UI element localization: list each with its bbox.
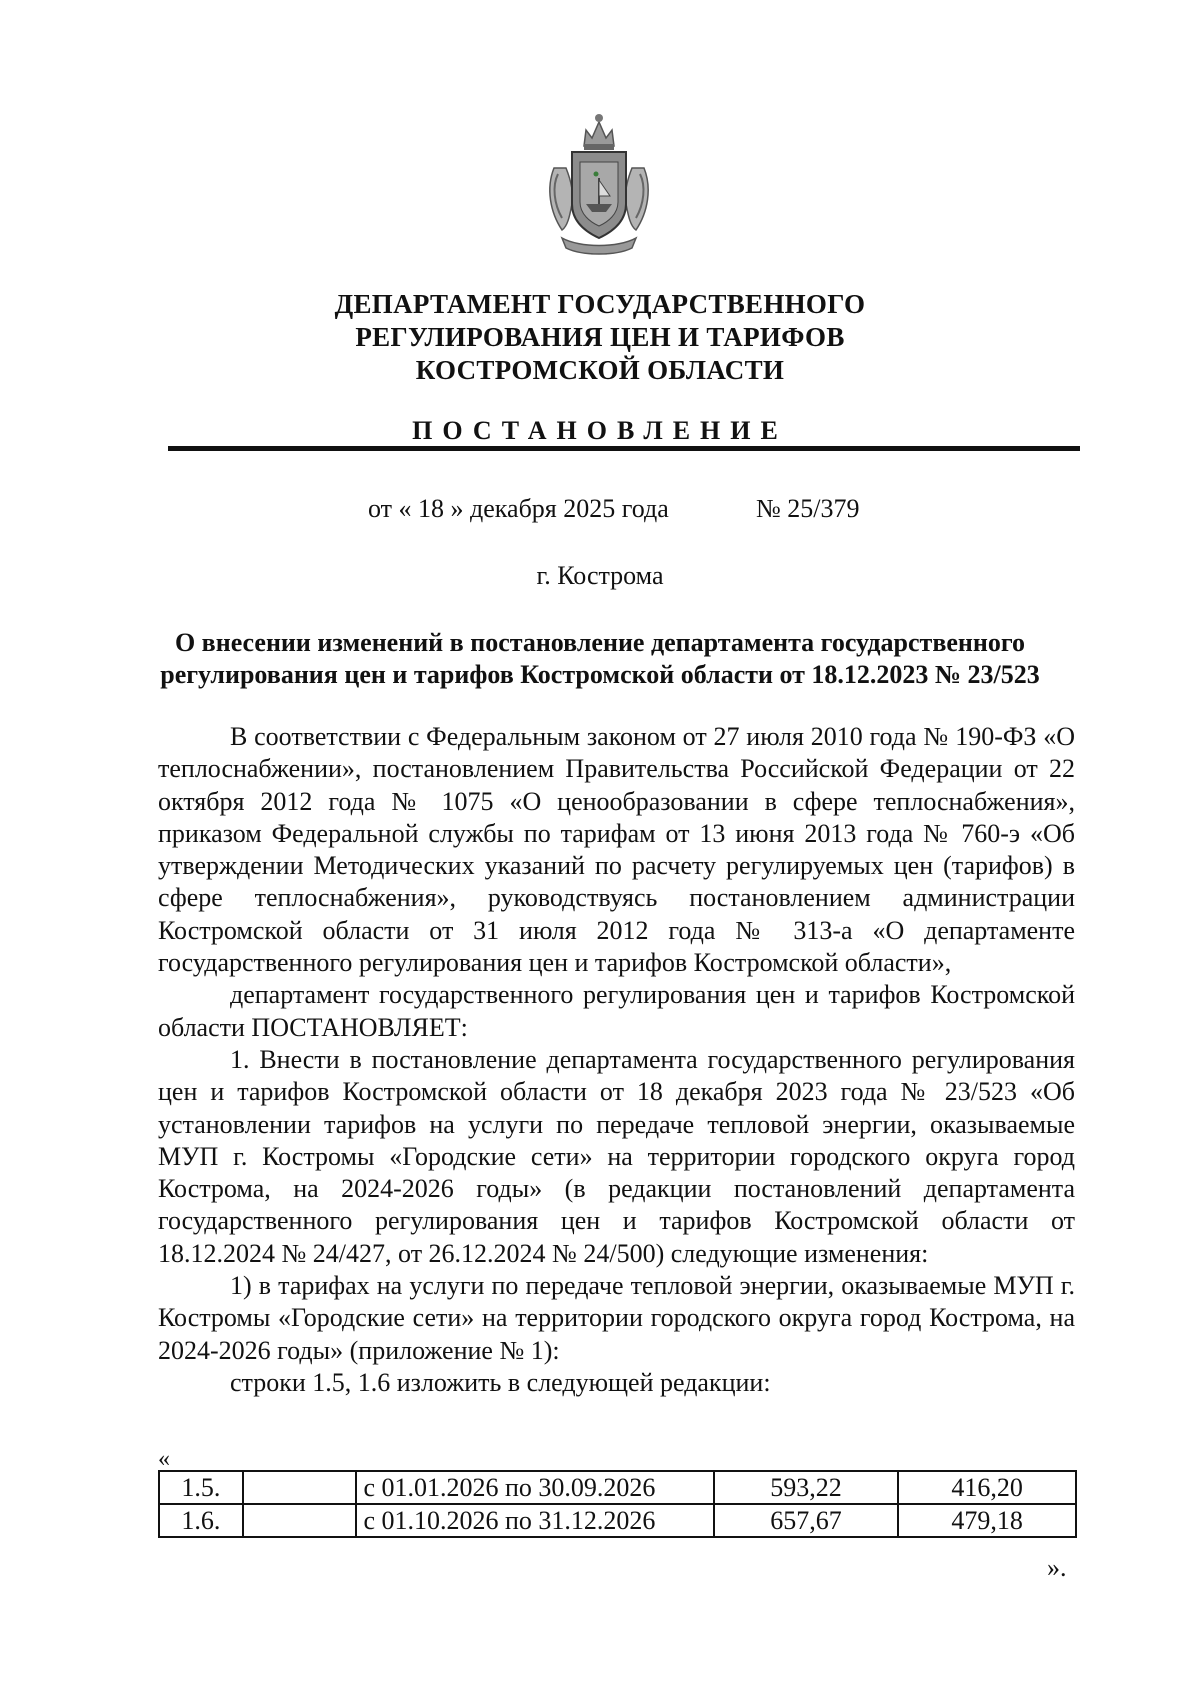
body-paragraph: строки 1.5, 1.6 изложить в следующей редакции: [230,1367,771,1397]
table-row [159,1471,1076,1504]
coat-of-arms-icon [540,108,658,258]
header-divider [168,446,1080,451]
row-number: 1.6. [159,1504,243,1537]
document-number: № 25/379 [756,494,860,523]
row-number: 1.5. [159,1471,243,1504]
department-line: ДЕПАРТАМЕНТ ГОСУДАРСТВЕННОГО [334,289,866,319]
empty-cell [243,1471,357,1504]
document-kind: ПОСТАНОВЛЕНИЕ [412,416,788,445]
subject-line: регулирования цен и тарифов Костромской области от 18.12.2023 № 23/523 [160,660,1040,689]
department-name [0,288,1200,387]
body-paragraph: В соответствии с Федеральным законом от 27 июля 2010 года № 190-ФЗ «О теплоснабжении», постановлением Правительства Российской Федерации от 22 октября 2012 года № 1075 «О ценообразовании в сфере теплоснабжения», приказом Федеральной службы по тарифам от 13 июня 2013 года № 760-э «Об утверждении Методических указаний по расчету регулируемых цен (тарифов) в сфере теплоснабжения», руководствуясь постановлением администрации Костромской области от 31 июля 2012 года № 313-а «О департаменте государственного регулирования цен и тарифов Костромской области», [158,722,1075,978]
document-subject [0,627,1200,691]
table-row [159,1504,1076,1537]
department-line: РЕГУЛИРОВАНИЯ ЦЕН И ТАРИФОВ [355,322,845,352]
document-body [158,721,1075,1399]
row-period: с 01.01.2026 по 30.09.2026 [356,1471,713,1504]
tariff-table [158,1470,1077,1538]
tariff-value: 416,20 [898,1471,1076,1504]
document-city: г. Кострома [536,561,664,590]
body-paragraph: 1. Внести в постановление департамента государственного регулирования цен и тарифов Костромской области от 18 декабря 2023 года № 23/523 «Об установлении тарифов на услуги по передаче тепловой энергии, оказываемые МУП г. Костромы «Городские сети» на территории городского округа город Кострома, на 2024-2026 годы» (в редакции постановлений департамента государственного регулирования цен и тарифов Костромской области от 18.12.2024 № 24/427, от 26.12.2024 № 24/500) следующие изменения: [158,1044,1075,1268]
tariff-value: 593,22 [714,1471,899,1504]
tariff-value: 479,18 [898,1504,1076,1537]
department-line: КОСТРОМСКОЙ ОБЛАСТИ [415,355,785,385]
closing-quote: ». [1047,1553,1067,1582]
document-date: от « 18 » декабря 2025 года [368,494,669,523]
tariff-value: 657,67 [714,1504,899,1537]
row-period: с 01.10.2026 по 31.12.2026 [356,1504,713,1537]
subject-line: О внесении изменений в постановление департамента государственного [174,628,1026,657]
empty-cell [243,1504,357,1537]
opening-quote: « [158,1446,170,1472]
body-paragraph: департамент государственного регулирования цен и тарифов Костромской области ПОСТАНОВЛЯЕТ: [158,980,1075,1042]
body-paragraph: 1) в тарифах на услуги по передаче тепловой энергии, оказываемые МУП г. Костромы «Городские сети» на территории городского округа город Кострома, на 2024-2026 годы» (приложение № 1): [158,1271,1075,1365]
